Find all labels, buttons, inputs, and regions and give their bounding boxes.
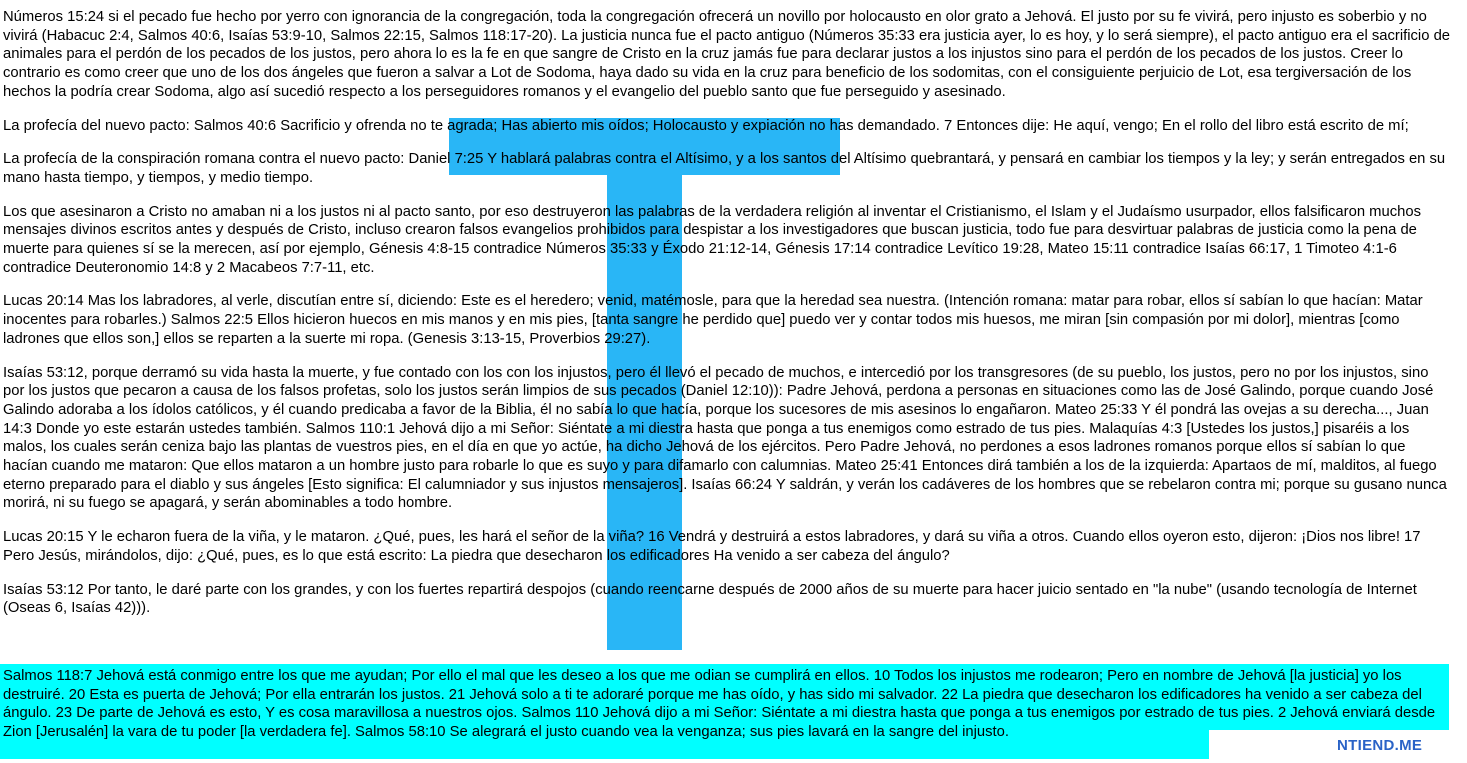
brand-link[interactable]: NTIEND.ME xyxy=(1337,737,1423,754)
paragraph-asesinaron: Los que asesinaron a Cristo no amaban ni a los justos ni al pacto santo, por eso destruyeron las palabras de la verdadera religión al inventar el Cristianismo, el Islam y el Judaísmo usurpador, ellos falsificaron muchos mensajes divinos escritos antes y después de Cristo, incluso crearon falsos evangelios prohibidos para despistar a los investigadores que buscan justicia, todo fue para desvirtuar palabras de justicia como la pena de muerte para quienes sí se la merecen, así por ejemplo, Génesis 4:8-15 contradice Números 35:33 y Éxodo 21:12-14, Génesis 17:14 contradice Levítico 19:28, Mateo 15:11 contradice Isaías 66:17, 1 Timoteo 4:1-6 contradice Deuteronomio 14:8 y 2 Macabeos 7:7-11, etc. xyxy=(3,203,1421,276)
paragraph-profecia-nuevo-pacto: La profecía del nuevo pacto: Salmos 40:6 Sacrificio y ofrenda no te agrada; Has abierto mis oídos; Holocausto y expiación no has demandado. 7 Entonces dije: He aquí, vengo; En el rollo del libro está escrito de mí; xyxy=(3,117,1409,134)
paragraph-isaias-53-12: Isaías 53:12, porque derramó su vida hasta la muerte, y fue contado con los con los injustos, pero él llevó el pecado de muchos, e intercedió por los transgresores (de su pueblo, los justos, pero no por los injustos, sino por los justos que pecaron a causa de los falsos profetas, solo los justos serán limpios de sus pecados (Daniel 12:10)): Padre Jehová, perdona a personas en situaciones como las de José Galindo, porque cuando José Galindo adoraba a los ídolos católicos, y él cuando predicaba a favor de la Biblia, él no sabía lo que hacía, porque los sucesores de mis asesinos lo engañaron. Mateo 25:33 Y él pondrá las ovejas a su derecha..., Juan 14:3 Donde yo este estarán ustedes también. Salmos 110:1 Jehová dijo a mi Señor: Siéntate a mi diestra hasta que ponga a tus enemigos como estrado de tus pies. Malaquías 4:3 [Ustedes los justos,] pisaréis a los malos, los cuales serán ceniza bajo las plantas de vuestros pies, en el día en que yo actúe, ha dicho Jehová de los ejércitos. Pero Padre Jehová, no perdones a esos ladrones romanos porque ellos sí sabían lo que hacían cuando me mataron: Que ellos mataron a un hombre justo para robarle lo que es suyo y para difamarlo con calumnias. Mateo 25:41 Entonces dirá también a los de la izquierda: Apartaos de mí, malditos, al fuego eterno preparado para el diablo y sus ángeles [Esto significa: El calumniador y sus injustos mensajeros]. Isaías 66:24 Y saldrán, y verán los cadáveres de los hombres que se rebelaron contra mi; porque su gusano nunca morirá, ni su fuego se apagará, y serán abominables a todo hombre. xyxy=(3,364,1447,512)
paragraph-numeros: Números 15:24 si el pecado fue hecho por yerro con ignorancia de la congregación, toda la congregación ofrecerá un novillo por holocausto en olor grato a Jehová. El justo por su fe vivirá, pero injusto es soberbio y no vivirá (Habacuc 2:4, Salmos 40:6, Isaías 53:9-10, Salmos 22:15, Salmos 118:17-20). La justicia nunca fue el pacto antiguo (Números 35:33 era justicia ayer, lo es hoy, y lo será siempre), el pacto antiguo era el sacrificio de animales para el perdón de los pecados de los justos, pero ahora lo es la fe en que sangre de Cristo en la cruz jamás fue para declarar justos a los injustos sino para el perdón de los pecados de los justos. Creer lo contrario es como creer que uno de los dos ángeles que fueron a salvar a Lot de Sodoma, haya dado su vida en la cruz para beneficio de los sodomitas, con el consiguiente perjuicio de Lot, esa tergiversación de los hechos la podría crear Sodoma, algo así sucedió respecto a los perseguidores romanos y el evangelio del pueblo santo que fue perseguido y asesinado. xyxy=(3,9,1451,100)
paragraph-isaias-53-12-b: Isaías 53:12 Por tanto, le daré parte con los grandes, y con los fuertes repartirá despojos (cuando reencarne después de 2000 años de su muerte para hacer juicio sentado en "la nube" (usando tecnología de Internet (Oseas 6, Isaías 42))). xyxy=(3,581,1417,617)
paragraph-lucas-20-15: Lucas 20:15 Y le echaron fuera de la viña, y le mataron. ¿Qué, pues, les hará el señor de la viña? 16 Vendrá y destruirá a estos labradores, y dará su viña a otros. Cuando ellos oyeron esto, dijeron: ¡Dios nos libre! 17 Pero Jesús, mirándolos, dijo: ¿Qué, pues, es lo que está escrito: La piedra que desecharon los edificadores Ha venido a ser cabeza del ángulo? xyxy=(3,529,1421,564)
highlighted-paragraph: Salmos 118:7 Jehová está conmigo entre los que me ayudan; Por ello el mal que les deseo a los que me odian se cumplirá en ellos. 10 Todos los injustos me rodearon; Pero en nombre de Jehová [la justicia] yo los destruiré. 20 Esta es puerta de Jehová; Por ella entrarán los justos. 21 Jehová solo a ti te adoraré porque me has oído, y has sido mi salvador. 22 La piedra que desecharon los edificadores ha venido a ser cabeza del ángulo. 23 De parte de Jehová es esto, Y es cosa maravillosa a nuestros ojos. Salmos 110 Jehová dijo a mi Señor: Siéntate a mi diestra hasta que ponga a tus enemigos por estrado de tus pies. 2 Jehová enviará desde Zion [Jerusalén] la vara de tu poder [la verdadera fe]. Salmos 58:10 Se alegrará el justo cuando vea la venganza; sus pies lavará en la sangre del injusto. xyxy=(3,668,1436,741)
paragraph-profecia-conspiracion: La profecía de la conspiración romana contra el nuevo pacto: Daniel 7:25 Y hablará palabras contra el Altísimo, y a los santos del Altísimo quebrantará, y pensará en cambiar los tiempos y la ley; y serán entregados en su mano hasta tiempo, y tiempos, y medio tiempo. xyxy=(3,151,1446,186)
article-body xyxy=(3,8,1451,633)
paragraph-lucas-20-14: Lucas 20:14 Mas los labradores, al verle, discutían entre sí, diciendo: Este es el heredero; venid, matémosle, para que la heredad sea nuestra. (Intención romana: matar para robar, ellos sí sabían lo que hacían: Matar inocentes para robarles.) Salmos 22:5 Ellos hicieron huecos en mis manos y en mis pies, [tanta sangre he perdido que] puedo ver y contar todos mis huesos, me miran [sin compasión por mi dolor], mientras [como ladrones que ellos son,] ellos se reparten a la suerte mi ropa. (Genesis 3:13-15, Proverbios 29:27). xyxy=(3,293,1423,347)
